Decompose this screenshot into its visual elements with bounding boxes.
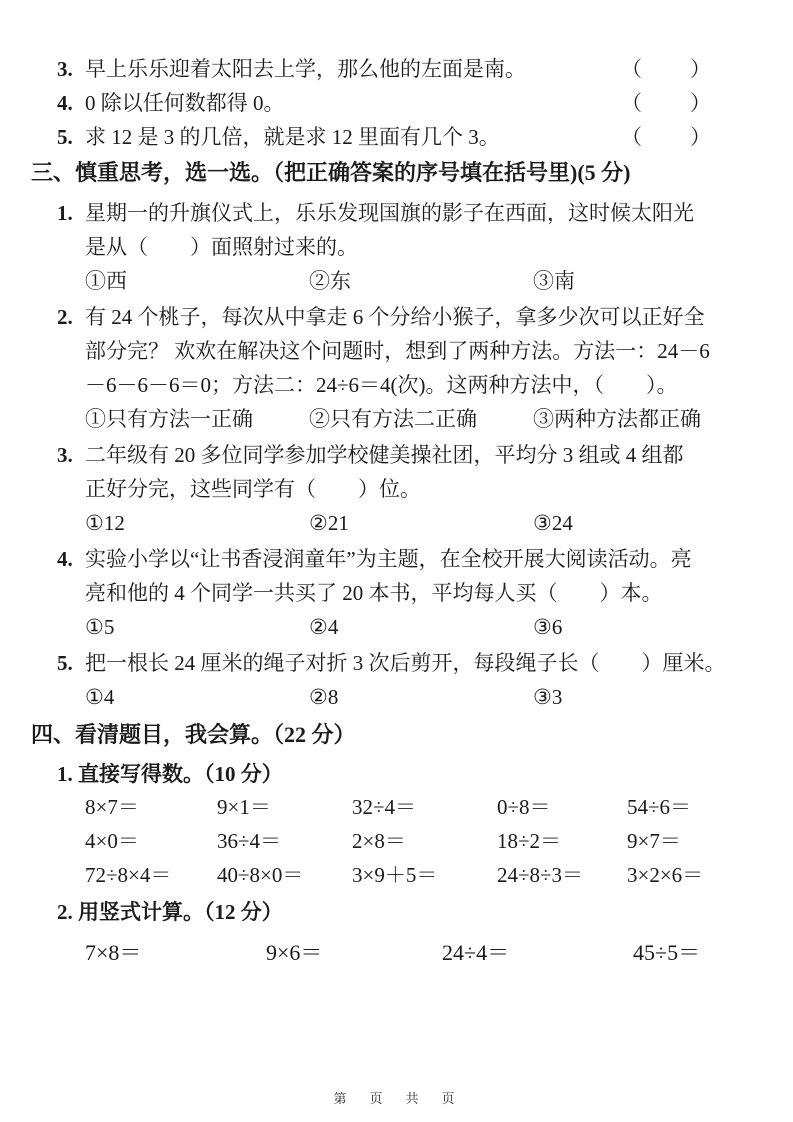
answer-bracket: （ ） <box>621 125 713 149</box>
question-line: －6－6－6＝0；方法二：24÷6＝4(次)。这两种方法中，（ ）。 <box>85 373 678 397</box>
options-row <box>85 506 755 540</box>
choice-question-3 <box>36 438 755 540</box>
option-choice: ②4 <box>309 615 339 639</box>
options-row <box>85 402 755 436</box>
calc-cell: 3×2×6＝ <box>627 863 704 887</box>
option-choice: ③两种方法都正确 <box>533 407 701 431</box>
calc-cell: 40÷8×0＝ <box>217 863 304 887</box>
options-row <box>85 680 755 714</box>
option-choice: ②东 <box>309 269 351 293</box>
question-line: 把一根长 24 厘米的绳子对折 3 次后剪开，每段绳子长（ ）厘米。 <box>85 651 726 675</box>
calc-cell: 24÷8÷3＝ <box>497 863 584 887</box>
item-number: 5. <box>57 125 73 149</box>
choice-question-5 <box>36 646 755 714</box>
judge-item <box>36 56 755 82</box>
vertical-calc-cell: 7×8＝ <box>85 940 142 965</box>
question-line: 是从（ ）面照射过来的。 <box>85 235 358 259</box>
calc-cell: 9×7＝ <box>627 829 681 853</box>
question-line: 星期一的升旗仪式上，乐乐发现国旗的影子在西面，这时候太阳光 <box>85 201 694 225</box>
calc-cell: 36÷4＝ <box>217 829 282 853</box>
option-choice: ②21 <box>309 511 349 535</box>
option-choice: ③3 <box>533 685 563 709</box>
subsection-title-direct-calc: 1. 直接写得数。（10 分） <box>57 762 283 786</box>
answer-bracket: （ ） <box>621 91 713 115</box>
item-text: 0 除以任何数都得 0。 <box>85 91 285 115</box>
answer-bracket: （ ） <box>621 57 713 81</box>
judge-item <box>36 124 755 150</box>
question-number: 4. <box>57 547 73 571</box>
option-choice: ②只有方法二正确 <box>309 407 477 431</box>
calc-cell: 32÷4＝ <box>352 795 417 819</box>
calc-cell: 8×7＝ <box>85 795 139 819</box>
exam-page-content <box>31 56 755 970</box>
option-choice: ③6 <box>533 615 563 639</box>
calc-cell: 72÷8×4＝ <box>85 863 172 887</box>
vertical-calc-cell: 9×6＝ <box>266 940 323 965</box>
question-line: 二年级有 20 多位同学参加学校健美操社团，平均分 3 组或 4 组都 <box>85 443 684 467</box>
question-line: 有 24 个桃子，每次从中拿走 6 个分给小猴子，拿多少次可以正好全 <box>85 305 705 329</box>
option-choice: ②8 <box>309 685 339 709</box>
item-number: 3. <box>57 57 73 81</box>
vertical-calc-cell: 24÷4＝ <box>442 940 510 965</box>
question-number: 3. <box>57 443 73 467</box>
calc-cell: 0÷8＝ <box>497 795 551 819</box>
item-text: 早上乐乐迎着太阳去上学，那么他的左面是南。 <box>85 57 526 81</box>
calc-cell: 3×9＋5＝ <box>352 863 438 887</box>
option-choice: ①4 <box>85 685 115 709</box>
item-text: 求 12 是 3 的几倍，就是求 12 里面有几个 3。 <box>85 125 500 149</box>
question-line: 部分完？ 欢欢在解决这个问题时，想到了两种方法。方法一：24－6 <box>85 339 710 363</box>
judge-item <box>36 90 755 116</box>
section-three-title: 三、慎重思考，选一选。（把正确答案的序号填在括号里)(5 分) <box>31 160 631 185</box>
options-row <box>85 264 755 298</box>
calc-cell: 18÷2＝ <box>497 829 562 853</box>
calc-cell: 4×0＝ <box>85 829 139 853</box>
calc-grid-row <box>36 824 755 858</box>
option-choice: ③南 <box>533 269 575 293</box>
question-line: 实验小学以“让书香浸润童年”为主题，在全校开展大阅读活动。亮 <box>85 547 692 571</box>
choice-question-4 <box>36 542 755 644</box>
calc-cell: 54÷6＝ <box>627 795 692 819</box>
calc-grid-row <box>36 858 755 892</box>
question-line: 亮和他的 4 个同学一共买了 20 本书，平均每人买（ ）本。 <box>85 581 663 605</box>
question-number: 2. <box>57 305 73 329</box>
option-choice: ①西 <box>85 269 127 293</box>
option-choice: ①只有方法一正确 <box>85 407 253 431</box>
question-number: 1. <box>57 201 73 225</box>
option-choice: ①5 <box>85 615 115 639</box>
question-line: 正好分完，这些同学有（ ）位。 <box>85 477 421 501</box>
choice-question-1 <box>36 196 755 298</box>
item-number: 4. <box>57 91 73 115</box>
calc-cell: 9×1＝ <box>217 795 271 819</box>
page-footer: 第 页 共 页 <box>333 1091 460 1106</box>
question-number: 5. <box>57 651 73 675</box>
section-four-title: 四、看清题目，我会算。（22 分） <box>31 722 356 747</box>
options-row <box>85 610 755 644</box>
option-choice: ①12 <box>85 511 125 535</box>
option-choice: ③24 <box>533 511 573 535</box>
calc-grid-row <box>36 790 755 824</box>
choice-question-2 <box>36 300 755 436</box>
vertical-calc-row <box>36 936 755 970</box>
subsection-title-vertical-calc: 2. 用竖式计算。（12 分） <box>57 900 283 924</box>
vertical-calc-cell: 45÷5＝ <box>633 940 701 965</box>
calc-cell: 2×8＝ <box>352 829 406 853</box>
